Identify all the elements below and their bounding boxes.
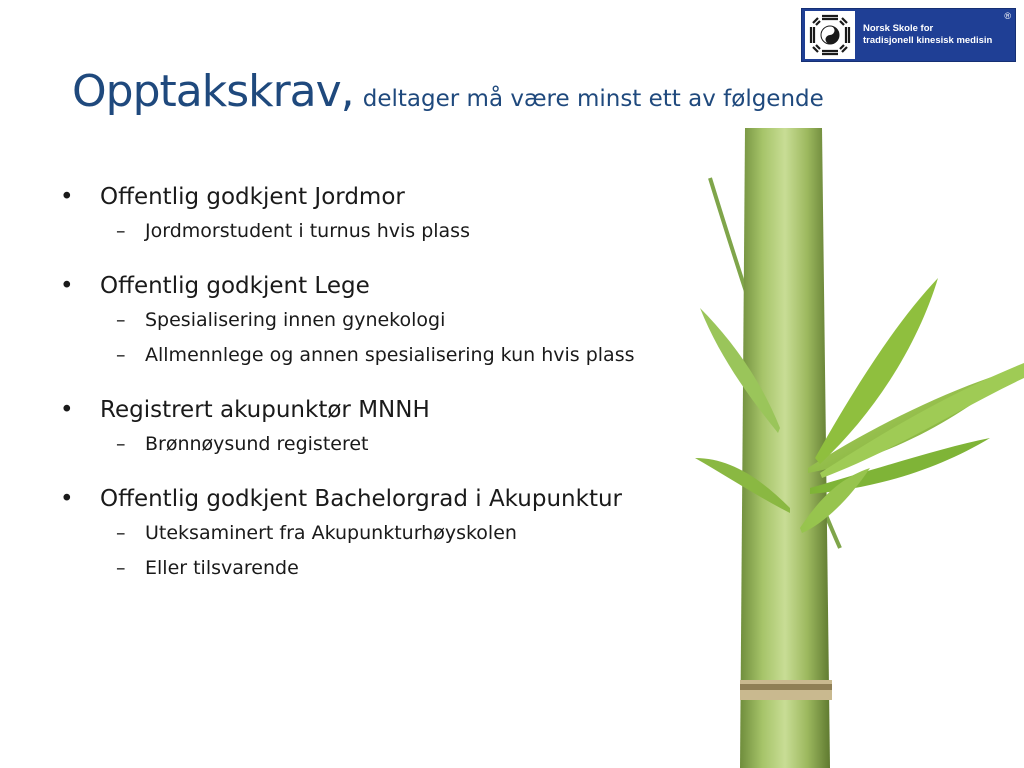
bullet-group bbox=[60, 269, 635, 373]
bullet-text: Offentlig godkjent Bachelorgrad i Akupunktur bbox=[100, 486, 622, 512]
bullet-group bbox=[60, 393, 635, 462]
bullet-marker: • bbox=[60, 184, 74, 210]
school-logo bbox=[801, 8, 1016, 62]
bullet-text: Offentlig godkjent Jordmor bbox=[100, 184, 405, 210]
bullet-text: Offentlig godkjent Lege bbox=[100, 273, 370, 299]
dash-marker: – bbox=[116, 309, 126, 331]
bullet-marker: • bbox=[60, 486, 74, 512]
sub-bullet-item bbox=[60, 516, 635, 551]
sub-bullet-text: Jordmorstudent i turnus hvis plass bbox=[145, 220, 470, 242]
bullet-group bbox=[60, 180, 635, 249]
bullet-item bbox=[60, 269, 635, 303]
bullet-item bbox=[60, 393, 635, 427]
sub-bullet-text: Brønnøysund registeret bbox=[145, 433, 369, 455]
logo-line-1: Norsk Skole for bbox=[863, 23, 934, 34]
bamboo-stalk bbox=[740, 128, 830, 768]
bamboo-illustration bbox=[690, 128, 1024, 768]
bullet-item bbox=[60, 482, 635, 516]
logo-text bbox=[863, 23, 992, 47]
slide-title bbox=[72, 66, 824, 117]
bagua-yin-yang-icon bbox=[805, 11, 855, 59]
bullet-group bbox=[60, 482, 635, 586]
sub-bullet-text: Allmennlege og annen spesialisering kun hvis plass bbox=[145, 344, 635, 366]
dash-marker: – bbox=[116, 433, 126, 455]
sub-bullet-text: Spesialisering innen gynekologi bbox=[145, 309, 446, 331]
title-subtitle: deltager må være minst ett av følgende bbox=[362, 86, 824, 112]
sub-bullet-item bbox=[60, 551, 635, 586]
dash-marker: – bbox=[116, 220, 126, 242]
bullet-item bbox=[60, 180, 635, 214]
bullet-marker: • bbox=[60, 397, 74, 423]
dash-marker: – bbox=[116, 557, 126, 579]
title-main: Opptakskrav, bbox=[72, 66, 354, 117]
sub-bullet-text: Eller tilsvarende bbox=[145, 557, 299, 579]
sub-bullet-item bbox=[60, 214, 635, 249]
sub-bullet-item bbox=[60, 338, 635, 373]
dash-marker: – bbox=[116, 344, 126, 366]
sub-bullet-item bbox=[60, 303, 635, 338]
bullet-text: Registrert akupunktør MNNH bbox=[100, 397, 430, 423]
registered-mark: ® bbox=[1004, 11, 1011, 21]
logo-line-2: tradisjonell kinesisk medisin bbox=[863, 35, 993, 46]
dash-marker: – bbox=[116, 522, 126, 544]
bullet-list bbox=[60, 180, 635, 606]
sub-bullet-item bbox=[60, 427, 635, 462]
sub-bullet-text: Uteksaminert fra Akupunkturhøyskolen bbox=[145, 522, 517, 544]
bullet-marker: • bbox=[60, 273, 74, 299]
